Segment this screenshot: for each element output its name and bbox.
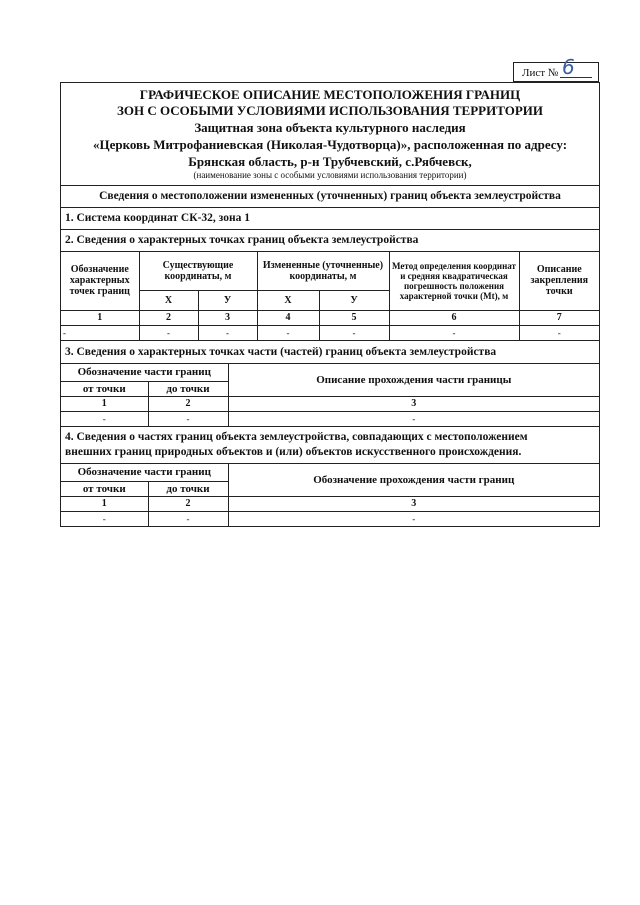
title-line-4: «Церковь Митрофаниевская (Николая-Чудотворца)», расположенная по адресу: xyxy=(92,137,568,152)
title-line-2: ЗОН С ОСОБЫМИ УСЛОВИЯМИ ИСПОЛЬЗОВАНИЯ ТЕРРИТОРИИ xyxy=(117,103,543,118)
cell-dash-1: - xyxy=(61,325,139,340)
s4-num-1: 1 xyxy=(61,496,148,511)
h-part-description: Описание прохождения части границы xyxy=(228,364,599,396)
title-line-3: Защитная зона объекта культурного наследия xyxy=(194,120,466,135)
section-3-heading: 3. Сведения о характерных точках части (частей) границ объекта землеустройства xyxy=(61,340,599,363)
h-description: Описание закрепления точки xyxy=(519,252,599,310)
s3-dash-1: - xyxy=(61,411,148,426)
col-num-2: 2 xyxy=(139,310,198,325)
s4-dash-1: - xyxy=(61,511,148,526)
section-1-heading: 1. Система координат СК-32, зона 1 xyxy=(61,207,599,229)
h-from-point: от точки xyxy=(61,381,148,396)
s4-num-2: 2 xyxy=(148,496,228,511)
section-3-table-wrap xyxy=(61,363,599,426)
h4-part-description: Обозначение прохождения части границ xyxy=(228,464,599,496)
s4-dash-3: - xyxy=(228,511,599,526)
sheet-label: Лист № xyxy=(522,67,559,79)
cell-dash-4: - xyxy=(257,325,319,340)
h4-part-designation: Обозначение части границ xyxy=(61,464,228,481)
section-4-table-wrap xyxy=(61,463,599,526)
h4-from-point: от точки xyxy=(61,481,148,496)
col-num-3: 3 xyxy=(198,310,257,325)
col-num-5: 5 xyxy=(319,310,389,325)
section-2-heading: 2. Сведения о характерных точках границ объекта землеустройства xyxy=(61,229,599,251)
col-num-7: 7 xyxy=(519,310,599,325)
h-existing: Существующие координаты, м xyxy=(139,252,257,290)
h-designation: Обозначение характерных точек границ xyxy=(61,252,139,310)
cell-dash-2: - xyxy=(139,325,198,340)
s4-dash-2: - xyxy=(148,511,228,526)
h-exist-y: У xyxy=(198,290,257,310)
col-num-1: 1 xyxy=(61,310,139,325)
s3-dash-3: - xyxy=(228,411,599,426)
zone-name xyxy=(61,119,599,170)
h-changed: Измененные (уточненные) координаты, м xyxy=(257,252,389,290)
h-exist-x: X xyxy=(139,290,198,310)
col-num-6: 6 xyxy=(389,310,519,325)
section-0-heading: Сведения о местоположении измененных (уточненных) границ объекта землеустройства xyxy=(61,185,599,207)
points-table xyxy=(61,252,599,340)
section-4-heading xyxy=(61,426,599,463)
h-to-point: до точки xyxy=(148,381,228,396)
cell-dash-5: - xyxy=(319,325,389,340)
s3-num-3: 3 xyxy=(228,396,599,411)
h-changed-y: У xyxy=(319,290,389,310)
h-method: Метод определения координат и средняя квадратическая погрешность положения характерной точки (Mt), м xyxy=(389,252,519,310)
h4-to-point: до точки xyxy=(148,481,228,496)
col-num-4: 4 xyxy=(257,310,319,325)
section-2-table-wrap xyxy=(61,251,599,340)
s3-num-1: 1 xyxy=(61,396,148,411)
s4-num-3: 3 xyxy=(228,496,599,511)
sheet-number: 6 xyxy=(562,55,575,79)
sheet-number-box xyxy=(513,55,599,82)
h-changed-x: X xyxy=(257,290,319,310)
section-4-title-line-1: 4. Сведения о частях границ объекта землеустройства, совпадающих с местоположением xyxy=(65,431,528,443)
natural-bounds-table xyxy=(61,464,599,526)
document-title xyxy=(61,83,599,119)
cell-dash-6: - xyxy=(389,325,519,340)
document-frame xyxy=(60,82,600,527)
h-part-designation: Обозначение части границ xyxy=(61,364,228,381)
section-4-title-line-2: внешних границ природных объектов и (или) объектов искусственного происхождения. xyxy=(65,446,522,458)
s3-dash-2: - xyxy=(148,411,228,426)
title-line-5: Брянская область, р-н Трубчевский, с.Рябчевск, xyxy=(188,154,472,169)
cell-dash-7: - xyxy=(519,325,599,340)
cell-dash-3: - xyxy=(198,325,257,340)
s3-num-2: 2 xyxy=(148,396,228,411)
title-line-1: ГРАФИЧЕСКОЕ ОПИСАНИЕ МЕСТОПОЛОЖЕНИЯ ГРАНИЦ xyxy=(139,87,521,102)
zone-caption: (наименование зоны с особыми условиями использования территории) xyxy=(193,170,467,180)
parts-table xyxy=(61,364,599,426)
